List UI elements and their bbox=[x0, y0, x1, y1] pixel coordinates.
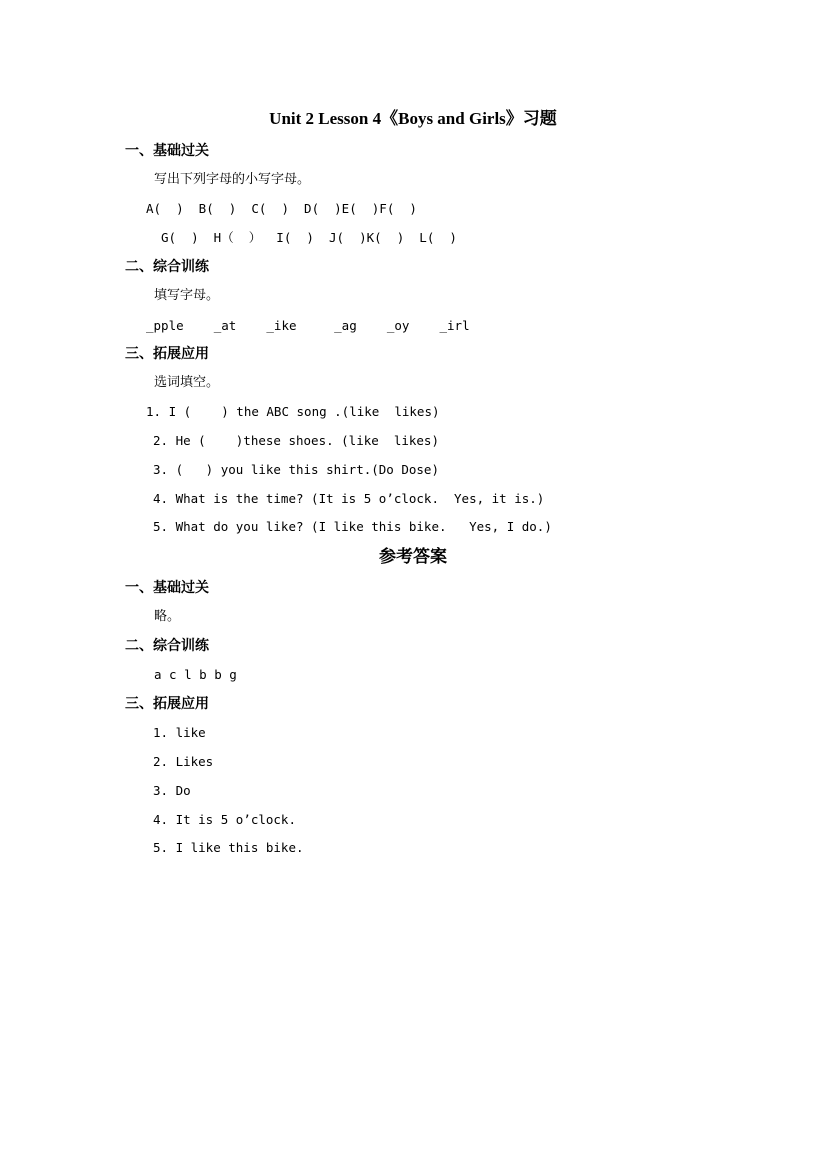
answer-line: a c l b b g bbox=[154, 667, 237, 682]
answer-section-heading: 二、综合训练 bbox=[125, 638, 209, 654]
exercise-line: A( ) B( ) C( ) D( )E( )F( ) bbox=[146, 201, 417, 216]
exercise-line: 2. He ( )these shoes. (like likes) bbox=[153, 433, 439, 448]
answer-line: 略。 bbox=[154, 609, 181, 624]
exercise-line: 4. What is the time? (It is 5 o’clock. Yes, it is.) bbox=[153, 491, 545, 506]
answers-title: 参考答案 bbox=[379, 547, 447, 566]
exercise-line: 3. ( ) you like this shirt.(Do Dose) bbox=[153, 462, 439, 477]
answer-section-heading: 一、基础过关 bbox=[125, 580, 209, 596]
answer-line: 2. Likes bbox=[153, 754, 214, 769]
exercise-line: _pple _at _ike _ag _oy _irl bbox=[146, 318, 470, 333]
section-instruction: 写出下列字母的小写字母。 bbox=[154, 172, 311, 187]
answer-line: 1. like bbox=[153, 725, 206, 740]
section-heading: 三、拓展应用 bbox=[125, 346, 209, 362]
section-instruction: 填写字母。 bbox=[154, 288, 220, 303]
section-instruction: 选词填空。 bbox=[154, 375, 220, 390]
exercise-line: 1. I ( ) the ABC song .(like likes) bbox=[146, 404, 440, 419]
document-title: Unit 2 Lesson 4《Boys and Girls》习题 bbox=[269, 109, 557, 128]
section-heading: 二、综合训练 bbox=[125, 259, 209, 275]
answer-section-heading: 三、拓展应用 bbox=[125, 696, 209, 712]
exercise-line: G( ) H（ ） I( ) J( )K( ) L( ) bbox=[161, 230, 457, 245]
answer-line: 3. Do bbox=[153, 783, 191, 798]
section-heading: 一、基础过关 bbox=[125, 143, 209, 159]
answer-line: 4. It is 5 o’clock. bbox=[153, 812, 296, 827]
answer-line: 5. I like this bike. bbox=[153, 840, 304, 855]
exercise-line: 5. What do you like? (I like this bike. Yes, I do.) bbox=[153, 519, 552, 534]
